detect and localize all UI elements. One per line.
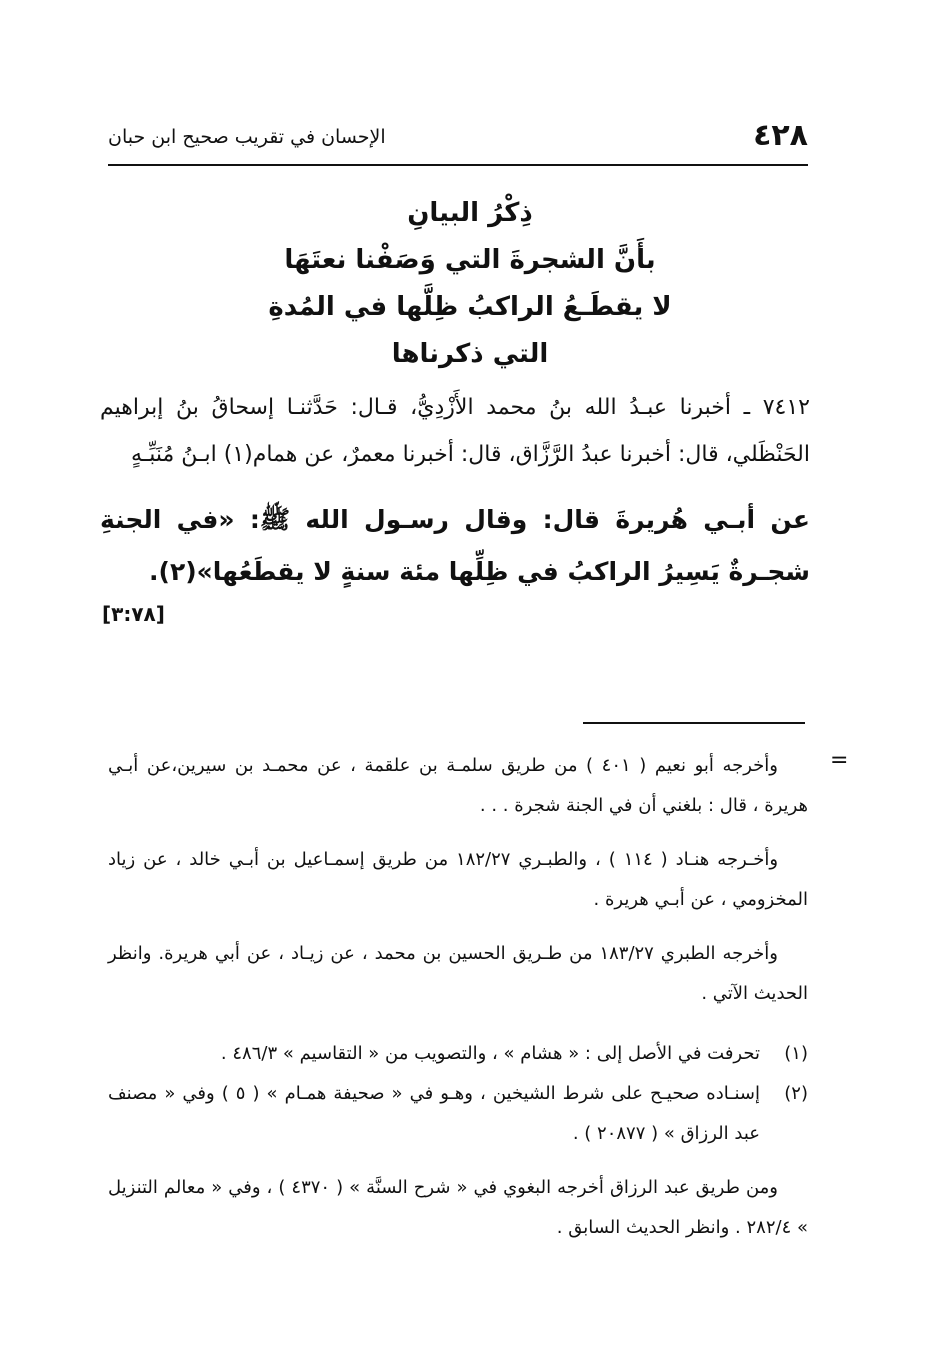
footnote-text: إسنـاده صحيـح على شرط الشيخين ، وهـو في « صحيفة همـام » ( ٥ ) وفي « مصنف عبد الرزاق » ( ٢٠٨٧٧ ) . xyxy=(108,1083,760,1144)
footnote-text: تحرفت في الأصل إلى : « هشام » ، والتصويب من « التقاسيم » ٤٨٦/٣ . xyxy=(220,1043,760,1064)
footnote-paragraph: وأخـرجه هنـاد ( ١١٤ ) ، والطبـري ١٨٢/٢٧ من طريق إسمـاعيل بن أبـي خالد ، عن زياد المخزومي ، عن أبـي هريرة . xyxy=(108,849,808,910)
running-title: الإحسان في تقريب صحيح ابن حبان xyxy=(108,126,386,148)
hadith-matn: عن أبـي هُريرةَ قال: وقال رسـول الله ﷺ: «في الجنةِ شجـرةٌ يَسِيرُ الراكبُ في ظِلِّها مئة سنةٍ لا يقطَعُها»(٢). xyxy=(100,505,810,586)
footnotes xyxy=(108,746,808,1262)
footnote-paragraph: وأخرجه الطبري ١٨٣/٢٧ من طـريق الحسين بن محمد ، عن زيـاد ، عن أبي هريرة. وانظر الحديث الآتي . xyxy=(108,943,808,1004)
footnote-separator xyxy=(583,722,805,724)
hadith-block xyxy=(100,384,810,598)
continuation-mark: = xyxy=(830,748,849,773)
chapter-heading-line: ذِكْرُ البيانِ xyxy=(407,198,533,228)
footnote-item xyxy=(108,1074,808,1154)
footnote-paragraph: وأخرجه أبو نعيم ( ٤٠١ ) من طريق سلمـة بن علقمة ، عن محمـد بن سيرين،عن أبـي هريرة ، قال : بلغني أن في الجنة شجرة . . . xyxy=(108,755,808,816)
chapter-heading xyxy=(150,190,790,378)
footnote-item xyxy=(108,1034,808,1074)
page-number: ٤٢٨ xyxy=(753,118,808,153)
chapter-heading-line: بأَنَّ الشجرةَ التي وَصَفْنا نعتَهَا xyxy=(284,245,656,275)
header-rule xyxy=(108,164,808,166)
chapter-heading-line: لا يقطَـعُ الراكبُ ظِلَّها في المُدةِ xyxy=(268,292,672,322)
footnote-number: (١) xyxy=(784,1043,808,1064)
chapter-heading-line: التي ذكرناها xyxy=(391,339,549,369)
page-header xyxy=(108,118,808,162)
hadith-reference: [٣:٧٨] xyxy=(102,602,165,626)
footnote-paragraph: ومن طريق عبد الرزاق أخرجه البغوي في « شرح السنَّة » ( ٤٣٧٠ ) ، وفي « معالم التنزيل » ٢٨٢/٤ . وانظر الحديث السابق . xyxy=(108,1177,808,1238)
hadith-isnad: ٧٤١٢ ـ أخبرنا عبـدُ الله بنُ محمد الأَزْدِيُّ، قـال: حَدَّثنـا إسحاقُ بنُ إبراهيم الحَنْظَلي، قال: أخبرنا عبدُ الرَّزَّاق، قال: أخبرنا معمرٌ، عن همام(١) ابـنُ مُنَبِّـهٍ xyxy=(100,395,810,467)
footnote-number: (٢) xyxy=(784,1083,808,1104)
